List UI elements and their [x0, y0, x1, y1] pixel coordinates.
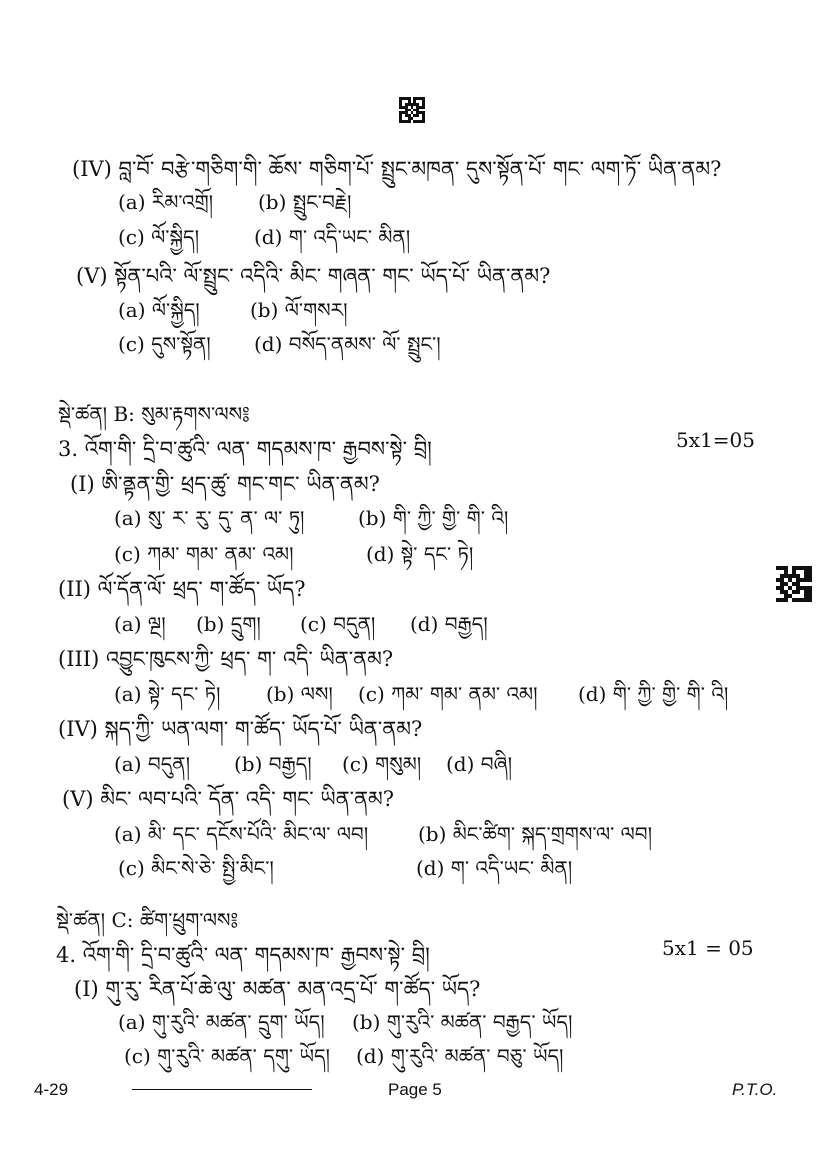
question-2-v: (V) སྟོན་པའི་ ལོ་སྤྲུང་ འདིའི་ མིང་ གཞན་ གང་ ཡོད་པོ་ ཡིན་ནམ? [76, 264, 551, 288]
footer-page-number: Page 5 [388, 1080, 442, 1099]
question-3-v: (V) མིང་ ལབ་པའི་ དོན་ འདི་ གང་ ཡིན་ནམ? [62, 787, 395, 811]
footer-pto: P.T.O. [732, 1080, 778, 1099]
question-3-iii: (III) འབྱུང་ཁུངས་ཀྱི་ ཕྲད་ ག་ འདི་ ཡིན་ནམ? [58, 647, 394, 671]
question-3-marks: 5x1=05 [676, 428, 755, 452]
option-2-v-a: (a) ལོ་སྐྱིད། [118, 298, 200, 322]
option-2-v-c: (c) དུས་སྟོན། [118, 332, 211, 356]
option-3-iii-c: (c) ཀམ་ གམ་ ནམ་ འམ། [358, 682, 538, 706]
option-4-i-b: (b) གུ་རུའི་ མཚན་ བརྒྱད་ ཡོད། [352, 1010, 573, 1034]
option-4-i-d: (d) གུ་རུའི་ མཚན་ བཅུ་ ཡོད། [356, 1044, 564, 1068]
section-c-title: སྡེ་ཚན། C: ཚིག་ཕྲུག་ལས༔ [56, 908, 239, 932]
option-2-iv-b: (b) སྤྲུང་བརྗེ། [258, 190, 352, 214]
option-3-ii-b: (b) དྲུག། [196, 612, 261, 636]
option-3-iv-c: (c) གསུམ། [342, 752, 422, 776]
question-3-iv: (IV) སྐད་ཀྱི་ ཡན་ལག་ ག་ཚོད་ ཡོད་པོ་ ཡིན་ནམ? [58, 717, 423, 741]
qr-code-top [399, 97, 425, 123]
option-3-v-d: (d) ག་ འདི་ཡང་ མིན། [416, 856, 573, 880]
option-2-iv-d: (d) ག་ འདི་ཡང་ མིན། [254, 225, 411, 249]
question-4-heading: 4. འོག་གི་ དྲི་བ་ཚུའི་ ལན་ གདམས་ཁ་ རྒྱབས་སྟེ་ བྲི། [56, 943, 430, 967]
option-3-ii-d: (d) བརྒྱད། [410, 612, 488, 636]
qr-code-side [776, 566, 812, 602]
section-b-title: སྡེ་ཚན། B: སུམ་རྟགས་ལས༔ [58, 402, 250, 426]
option-3-iv-b: (b) བརྒྱད། [234, 752, 312, 776]
footer-rule [132, 1089, 312, 1090]
option-4-i-c: (c) གུ་རུའི་ མཚན་ དགུ་ ཡོད། [124, 1044, 330, 1068]
question-2-iv: (IV) བླ་བོ་ བརྩེ་གཅིག་གི་ ཆོས་ གཅིག་པོ་ སྤྲུང་མཁན་ དུས་སྟོན་པོ་ གང་ ལག་ཏོ་ ཡིན་ནམ? [72, 157, 722, 181]
question-4-marks: 5x1 = 05 [662, 936, 754, 960]
option-3-iii-a: (a) སྟེ་ དང་ ཏེ། [114, 682, 221, 706]
option-3-v-c: (c) མིང་སེ་ཅེ་ སྤྱི་མིང་། [118, 856, 274, 880]
option-2-v-d: (d) བསོད་ནམས་ ལོ་ སྤྲུང་། [254, 332, 441, 356]
footer-code: 4-29 [34, 1080, 69, 1099]
option-2-iv-a: (a) རིམ་འགྲོ། [118, 190, 214, 214]
option-3-i-b: (b) གི་ ཀྱི་ གྱི་ གི་ འི། [358, 506, 509, 530]
question-4-i: (I) གུ་རུ་ རིན་པོ་ཆེ་ལུ་ མཚན་ མན་འདྲ་པོ་ ག་ཚོད་ ཡོད? [74, 977, 481, 1001]
option-4-i-a: (a) གུ་རུའི་ མཚན་ དྲུག་ ཡོད། [118, 1010, 325, 1034]
option-2-iv-c: (c) ལོ་སྐྱིད། [118, 225, 200, 249]
option-2-v-b: (b) ལོ་གསར། [250, 298, 348, 322]
option-3-v-b: (b) མིང་ཚིག་ སྐད་གྲགས་ལ་ ལབ། [418, 822, 653, 846]
option-3-i-c: (c) ཀམ་ གམ་ ནམ་ འམ། [114, 542, 294, 566]
option-3-iii-d: (d) གི་ ཀྱི་ གྱི་ གི་ འི། [578, 682, 729, 706]
question-3-i: (I) ཨི་ནྟན་གྱི་ ཕྲད་ཚུ་ གང་གང་ ཡིན་ནམ? [70, 472, 380, 496]
question-3-ii: (II) ལོ་དོན་ལོ་ ཕྲད་ ག་ཚོད་ ཡོད? [58, 577, 306, 601]
option-3-v-a: (a) མི་ དང་ དངོས་པོའི་ མིང་ལ་ ལབ། [114, 822, 369, 846]
option-3-iii-b: (b) ལས། [266, 682, 333, 706]
question-3-heading: 3. འོག་གི་ དྲི་བ་ཚུའི་ ལན་ གདམས་ཁ་ རྒྱབས་སྟེ་ བྲི། [58, 437, 432, 461]
option-3-iv-d: (d) བཞི། [446, 752, 513, 776]
option-3-iv-a: (a) བདུན། [114, 752, 191, 776]
option-3-i-a: (a) སུ་ ར་ རུ་ དུ་ ན་ ལ་ ཏུ། [114, 506, 305, 530]
option-3-ii-c: (c) བདུན། [300, 612, 376, 636]
option-3-i-d: (d) སྟེ་ དང་ ཏེ། [366, 542, 474, 566]
option-3-ii-a: (a) ལྔ། [114, 612, 166, 636]
